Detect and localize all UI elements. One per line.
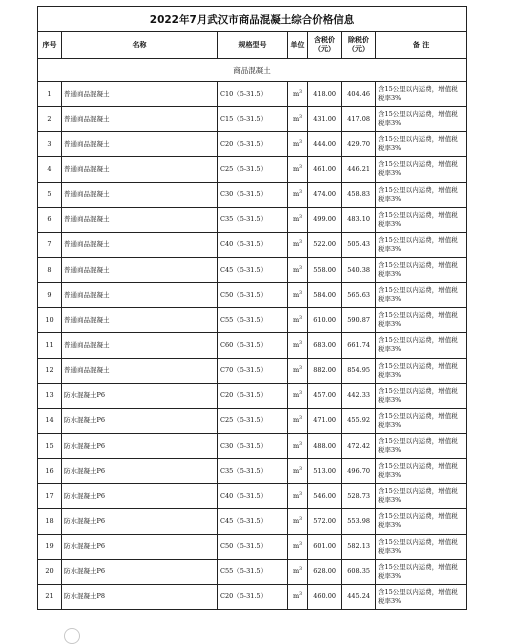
- price-without-tax: 528.73: [342, 484, 376, 509]
- price-with-tax: 457.00: [308, 383, 342, 408]
- remark: 含15公里以内运费，增值税税率3%: [376, 207, 467, 232]
- row-number: 1: [38, 82, 62, 107]
- material-name: 普通商品混凝土: [62, 358, 218, 383]
- price-with-tax: 610.00: [308, 308, 342, 333]
- remark: 含15公里以内运费，增值税税率3%: [376, 132, 467, 157]
- unit-superscript: 3: [299, 567, 303, 573]
- row-number: 2: [38, 107, 62, 132]
- row-number: 12: [38, 358, 62, 383]
- material-name: 防水混凝土P6: [62, 534, 218, 559]
- price-with-tax: 601.00: [308, 534, 342, 559]
- material-name: 普通商品混凝土: [62, 132, 218, 157]
- unit-superscript: 3: [299, 240, 303, 246]
- unit-cell: [288, 257, 308, 282]
- header-no: 序号: [38, 32, 62, 59]
- unit-superscript: 3: [299, 340, 303, 346]
- unit-superscript: 3: [299, 189, 303, 195]
- unit-superscript: 3: [299, 441, 303, 447]
- material-name: 普通商品混凝土: [62, 333, 218, 358]
- price-with-tax: 572.00: [308, 509, 342, 534]
- table-row: [38, 82, 467, 107]
- price-with-tax: 488.00: [308, 433, 342, 458]
- row-number: 17: [38, 484, 62, 509]
- unit-cell: [288, 509, 308, 534]
- spec-model: C35（5-31.5）: [218, 459, 288, 484]
- table-row: [38, 408, 467, 433]
- row-number: 18: [38, 509, 62, 534]
- material-name: 防水混凝土P6: [62, 484, 218, 509]
- spec-model: C25（5-31.5）: [218, 408, 288, 433]
- material-name: 防水混凝土P6: [62, 509, 218, 534]
- spec-model: C30（5-31.5）: [218, 182, 288, 207]
- spec-model: C70（5-31.5）: [218, 358, 288, 383]
- price-with-tax: 431.00: [308, 107, 342, 132]
- header-row: [38, 32, 467, 59]
- remark: 含15公里以内运费，增值税税率3%: [376, 584, 467, 609]
- row-number: 19: [38, 534, 62, 559]
- table-row: [38, 232, 467, 257]
- row-number: 9: [38, 283, 62, 308]
- unit-text: m: [292, 491, 300, 500]
- remark: 含15公里以内运费，增值税税率3%: [376, 559, 467, 584]
- material-name: 普通商品混凝土: [62, 257, 218, 282]
- remark: 含15公里以内运费，增值税税率3%: [376, 82, 467, 107]
- unit-text: m: [292, 89, 300, 98]
- spec-model: C20（5-31.5）: [218, 383, 288, 408]
- price-without-tax: 565.63: [342, 283, 376, 308]
- unit-cell: [288, 283, 308, 308]
- unit-superscript: 3: [299, 290, 303, 296]
- table-row: [38, 308, 467, 333]
- price-with-tax: 444.00: [308, 132, 342, 157]
- table-row: [38, 484, 467, 509]
- unit-cell: [288, 433, 308, 458]
- price-without-tax: 854.95: [342, 358, 376, 383]
- unit-cell: [288, 408, 308, 433]
- price-without-tax: 553.98: [342, 509, 376, 534]
- unit-cell: [288, 132, 308, 157]
- row-number: 6: [38, 207, 62, 232]
- material-name: 防水混凝土P6: [62, 559, 218, 584]
- spec-model: C10（5-31.5）: [218, 82, 288, 107]
- header-name: 名称: [62, 32, 218, 59]
- unit-superscript: 3: [299, 592, 303, 598]
- unit-text: m: [292, 516, 300, 525]
- table-row: [38, 433, 467, 458]
- price-without-tax: 455.92: [342, 408, 376, 433]
- header-spec: 规格型号: [218, 32, 288, 59]
- table-row: [38, 383, 467, 408]
- unit-text: m: [292, 441, 300, 450]
- row-number: 5: [38, 182, 62, 207]
- header-unit: 单位: [288, 32, 308, 59]
- unit-superscript: 3: [299, 365, 303, 371]
- table-row: [38, 584, 467, 609]
- price-with-tax: 461.00: [308, 157, 342, 182]
- price-with-tax: 499.00: [308, 207, 342, 232]
- table-row: [38, 207, 467, 232]
- unit-text: m: [292, 139, 300, 148]
- table-row: [38, 559, 467, 584]
- price-without-tax: 417.08: [342, 107, 376, 132]
- material-name: 防水混凝土P6: [62, 408, 218, 433]
- material-name: 防水混凝土P6: [62, 433, 218, 458]
- price-with-tax: 471.00: [308, 408, 342, 433]
- unit-cell: [288, 383, 308, 408]
- material-name: 普通商品混凝土: [62, 283, 218, 308]
- unit-text: m: [292, 567, 300, 576]
- price-with-tax: 584.00: [308, 283, 342, 308]
- table-row: [38, 459, 467, 484]
- remark: 含15公里以内运费，增值税税率3%: [376, 333, 467, 358]
- price-without-tax: 429.70: [342, 132, 376, 157]
- row-number: 3: [38, 132, 62, 157]
- unit-cell: [288, 333, 308, 358]
- spec-model: C45（5-31.5）: [218, 509, 288, 534]
- price-without-tax: 505.43: [342, 232, 376, 257]
- unit-text: m: [292, 340, 300, 349]
- price-without-tax: 442.33: [342, 383, 376, 408]
- spec-model: C55（5-31.5）: [218, 559, 288, 584]
- row-number: 11: [38, 333, 62, 358]
- row-number: 4: [38, 157, 62, 182]
- unit-superscript: 3: [299, 315, 303, 321]
- remark: 含15公里以内运费，增值税税率3%: [376, 257, 467, 282]
- price-with-tax: 628.00: [308, 559, 342, 584]
- unit-text: m: [292, 190, 300, 199]
- remark: 含15公里以内运费，增值税税率3%: [376, 459, 467, 484]
- remark: 含15公里以内运费，增值税税率3%: [376, 383, 467, 408]
- unit-cell: [288, 308, 308, 333]
- remark: 含15公里以内运费，增值税税率3%: [376, 107, 467, 132]
- unit-text: m: [292, 290, 300, 299]
- remark: 含15公里以内运费，增值税税率3%: [376, 408, 467, 433]
- row-number: 10: [38, 308, 62, 333]
- unit-cell: [288, 358, 308, 383]
- row-number: 20: [38, 559, 62, 584]
- unit-text: m: [292, 215, 300, 224]
- price-with-tax: 558.00: [308, 257, 342, 282]
- spec-model: C50（5-31.5）: [218, 283, 288, 308]
- unit-text: m: [292, 466, 300, 475]
- unit-superscript: 3: [299, 215, 303, 221]
- material-name: 普通商品混凝土: [62, 232, 218, 257]
- remark: 含15公里以内运费，增值税税率3%: [376, 509, 467, 534]
- price-with-tax: 418.00: [308, 82, 342, 107]
- material-name: 防水混凝土P8: [62, 584, 218, 609]
- unit-cell: [288, 584, 308, 609]
- spec-model: C15（5-31.5）: [218, 107, 288, 132]
- unit-cell: [288, 82, 308, 107]
- unit-text: m: [292, 164, 300, 173]
- row-number: 14: [38, 408, 62, 433]
- row-number: 7: [38, 232, 62, 257]
- unit-superscript: 3: [299, 89, 303, 95]
- unit-superscript: 3: [299, 391, 303, 397]
- spec-model: C40（5-31.5）: [218, 232, 288, 257]
- remark: 含15公里以内运费，增值税税率3%: [376, 283, 467, 308]
- unit-text: m: [292, 265, 300, 274]
- table-row: [38, 132, 467, 157]
- unit-text: m: [292, 391, 300, 400]
- table-row: [38, 333, 467, 358]
- unit-superscript: 3: [299, 265, 303, 271]
- price-with-tax: 474.00: [308, 182, 342, 207]
- price-with-tax: 513.00: [308, 459, 342, 484]
- price-table: [37, 6, 467, 610]
- unit-superscript: 3: [299, 491, 303, 497]
- spec-model: C30（5-31.5）: [218, 433, 288, 458]
- header-note: 备 注: [376, 32, 467, 59]
- remark: 含15公里以内运费，增值税税率3%: [376, 182, 467, 207]
- row-number: 15: [38, 433, 62, 458]
- unit-superscript: 3: [299, 516, 303, 522]
- material-name: 普通商品混凝土: [62, 82, 218, 107]
- table-row: [38, 283, 467, 308]
- price-with-tax: 522.00: [308, 232, 342, 257]
- remark: 含15公里以内运费，增值税税率3%: [376, 534, 467, 559]
- unit-text: m: [292, 315, 300, 324]
- remark: 含15公里以内运费，增值税税率3%: [376, 484, 467, 509]
- price-without-tax: 590.87: [342, 308, 376, 333]
- price-without-tax: 608.35: [342, 559, 376, 584]
- spec-model: C45（5-31.5）: [218, 257, 288, 282]
- unit-superscript: 3: [299, 416, 303, 422]
- price-without-tax: 472.42: [342, 433, 376, 458]
- unit-cell: [288, 182, 308, 207]
- remark: 含15公里以内运费，增值税税率3%: [376, 308, 467, 333]
- unit-text: m: [292, 240, 300, 249]
- unit-cell: [288, 484, 308, 509]
- price-without-tax: 540.38: [342, 257, 376, 282]
- price-without-tax: 496.70: [342, 459, 376, 484]
- table-row: [38, 534, 467, 559]
- row-number: 16: [38, 459, 62, 484]
- spec-model: C55（5-31.5）: [218, 308, 288, 333]
- price-without-tax: 446.21: [342, 157, 376, 182]
- unit-text: m: [292, 114, 300, 123]
- row-number: 21: [38, 584, 62, 609]
- price-with-tax: 882.00: [308, 358, 342, 383]
- unit-text: m: [292, 366, 300, 375]
- remark: 含15公里以内运费，增值税税率3%: [376, 358, 467, 383]
- remark: 含15公里以内运费，增值税税率3%: [376, 157, 467, 182]
- price-without-tax: 404.46: [342, 82, 376, 107]
- page-corner-mark: [64, 628, 80, 644]
- price-without-tax: 458.83: [342, 182, 376, 207]
- spec-model: C40（5-31.5）: [218, 484, 288, 509]
- row-number: 13: [38, 383, 62, 408]
- spec-model: C20（5-31.5）: [218, 132, 288, 157]
- table-row: [38, 257, 467, 282]
- price-without-tax: 661.74: [342, 333, 376, 358]
- unit-cell: [288, 157, 308, 182]
- spec-model: C60（5-31.5）: [218, 333, 288, 358]
- remark: 含15公里以内运费，增值税税率3%: [376, 433, 467, 458]
- unit-text: m: [292, 416, 300, 425]
- unit-cell: [288, 107, 308, 132]
- spec-model: C35（5-31.5）: [218, 207, 288, 232]
- unit-superscript: 3: [299, 466, 303, 472]
- unit-cell: [288, 459, 308, 484]
- spec-model: C25（5-31.5）: [218, 157, 288, 182]
- unit-text: m: [292, 542, 300, 551]
- unit-superscript: 3: [299, 114, 303, 120]
- material-name: 防水混凝土P6: [62, 459, 218, 484]
- material-name: 普通商品混凝土: [62, 182, 218, 207]
- unit-text: m: [292, 592, 300, 601]
- price-without-tax: 483.10: [342, 207, 376, 232]
- material-name: 普通商品混凝土: [62, 308, 218, 333]
- page-title: 2022年7月武汉市商品混凝土综合价格信息: [38, 7, 467, 32]
- price-without-tax: 445.24: [342, 584, 376, 609]
- header-price-notax: 除税价（元）: [342, 32, 376, 59]
- price-with-tax: 546.00: [308, 484, 342, 509]
- material-name: 普通商品混凝土: [62, 207, 218, 232]
- unit-cell: [288, 207, 308, 232]
- table-row: [38, 182, 467, 207]
- table-row: [38, 107, 467, 132]
- table-row: [38, 358, 467, 383]
- remark: 含15公里以内运费，增值税税率3%: [376, 232, 467, 257]
- section-heading: 商品混凝土: [38, 59, 467, 82]
- price-sheet: [37, 6, 466, 610]
- price-with-tax: 460.00: [308, 584, 342, 609]
- table-row: [38, 157, 467, 182]
- unit-cell: [288, 232, 308, 257]
- spec-model: C50（5-31.5）: [218, 534, 288, 559]
- spec-model: C20（5-31.5）: [218, 584, 288, 609]
- material-name: 防水混凝土P6: [62, 383, 218, 408]
- unit-superscript: 3: [299, 541, 303, 547]
- unit-superscript: 3: [299, 139, 303, 145]
- unit-cell: [288, 534, 308, 559]
- table-row: [38, 509, 467, 534]
- material-name: 普通商品混凝土: [62, 157, 218, 182]
- price-without-tax: 582.13: [342, 534, 376, 559]
- row-number: 8: [38, 257, 62, 282]
- unit-superscript: 3: [299, 164, 303, 170]
- material-name: 普通商品混凝土: [62, 107, 218, 132]
- unit-cell: [288, 559, 308, 584]
- header-price-tax: 含税价（元）: [308, 32, 342, 59]
- price-with-tax: 683.00: [308, 333, 342, 358]
